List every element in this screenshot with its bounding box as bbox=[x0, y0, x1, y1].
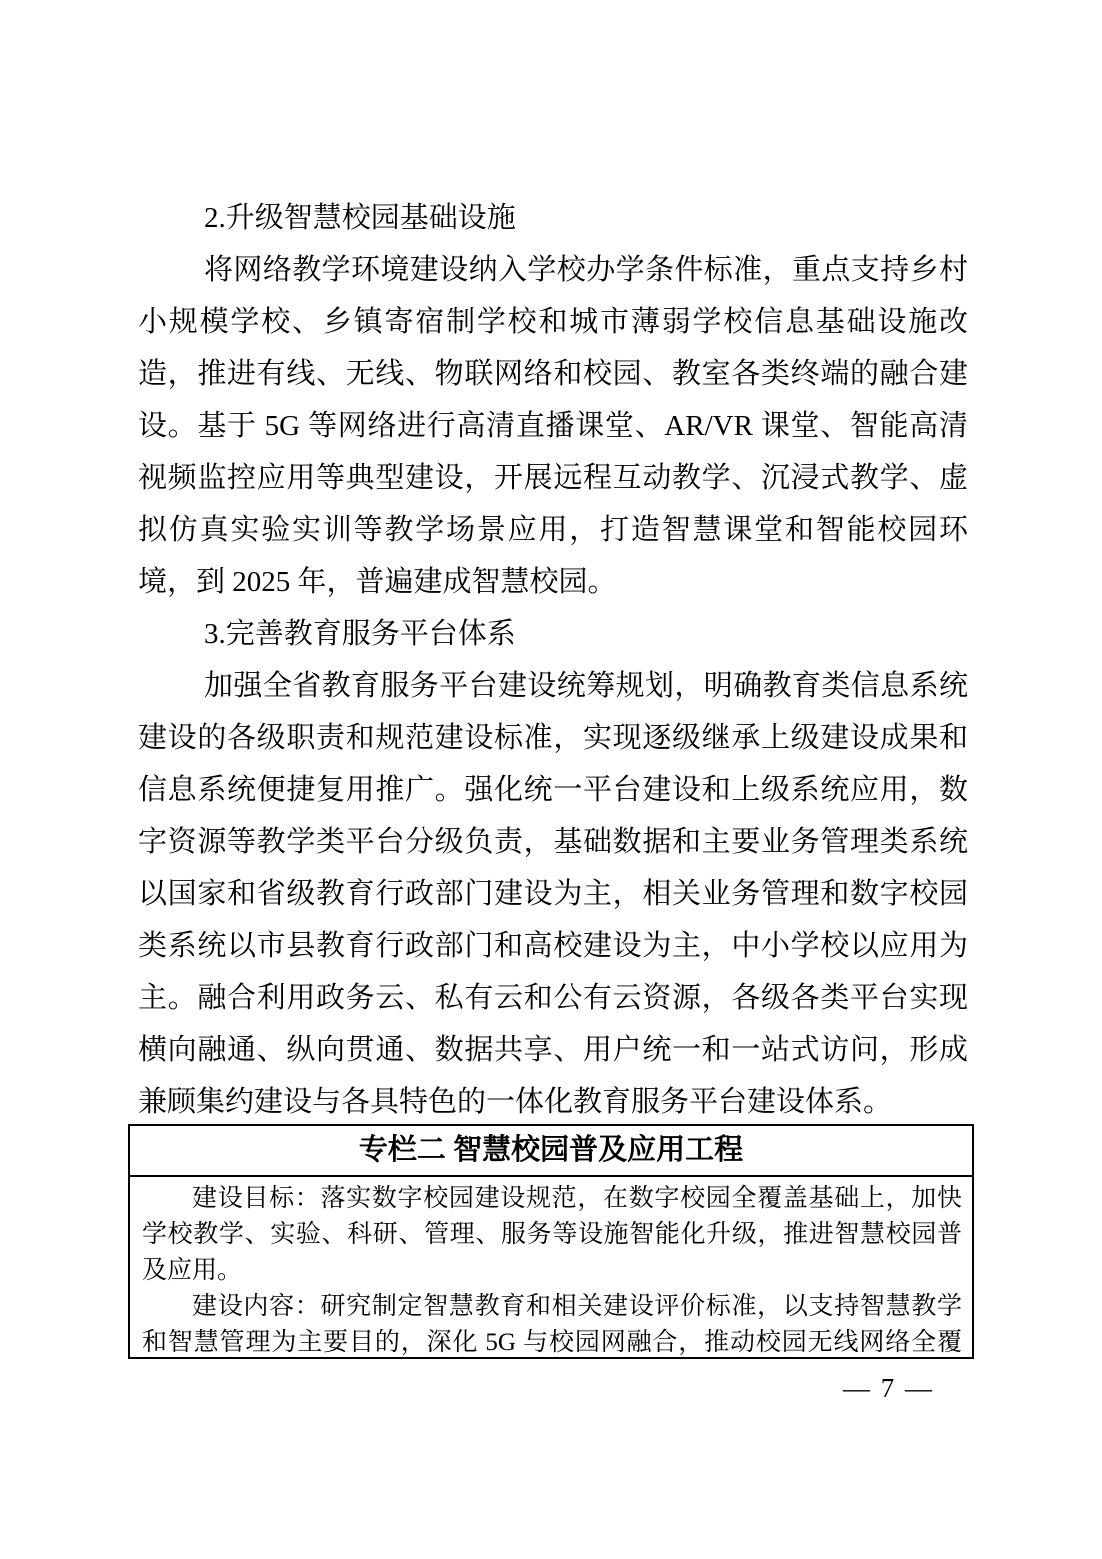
text-line: 主。融合利用政务云、私有云和公有云资源，各级各类平台实现 bbox=[138, 982, 968, 1014]
text-line: 及应用。 bbox=[142, 1257, 243, 1284]
text-line: 信息系统便捷复用推广。强化统一平台建设和上级系统应用，数 bbox=[138, 774, 968, 806]
text-line: 横向融通、纵向贯通、数据共享、用户统一和一站式访问，形成 bbox=[138, 1034, 968, 1066]
text-line: 和智慧管理为主要目的，深化 5G 与校园网融合，推动校园无线网络全覆 bbox=[142, 1329, 962, 1356]
text-line: 以国家和省级教育行政部门建设为主，相关业务管理和数字校园 bbox=[138, 878, 968, 910]
column-box-body bbox=[130, 1177, 972, 1361]
text-line: 字资源等教学类平台分级负责，基础数据和主要业务管理类系统 bbox=[138, 826, 968, 858]
section-heading: 3.完善教育服务平台体系 bbox=[204, 618, 516, 650]
text-line: 小规模学校、乡镇寄宿制学校和城市薄弱学校信息基础设施改 bbox=[138, 306, 968, 338]
text-line: 拟仿真实验实训等教学场景应用，打造智慧课堂和智能校园环 bbox=[138, 514, 968, 546]
text-line: 建设内容：研究制定智慧教育和相关建设评价标准，以支持智慧教学 bbox=[192, 1293, 962, 1320]
text-line: 建设的各级职责和规范建设标准，实现逐级继承上级建设成果和 bbox=[138, 722, 968, 754]
text-line: 兼顾集约建设与各具特色的一体化教育服务平台建设体系。 bbox=[138, 1086, 893, 1118]
text-line: 视频监控应用等典型建设，开展远程互动教学、沉浸式教学、虚 bbox=[138, 462, 968, 494]
column-box-title: 专栏二 智慧校园普及应用工程 bbox=[130, 1126, 972, 1177]
column-two-box bbox=[128, 1124, 974, 1359]
page-number: — 7 — bbox=[843, 1373, 934, 1403]
text-line: 设。基于 5G 等网络进行高清直播课堂、AR/VR 课堂、智能高清 bbox=[138, 410, 968, 442]
text-line: 造，推进有线、无线、物联网络和校园、教室各类终端的融合建 bbox=[138, 358, 968, 390]
text-line: 将网络教学环境建设纳入学校办学条件标准，重点支持乡村 bbox=[204, 254, 968, 286]
text-line: 类系统以市县教育行政部门和高校建设为主，中小学校以应用为 bbox=[138, 930, 968, 962]
text-line: 学校教学、实验、科研、管理、服务等设施智能化升级，推进智慧校园普 bbox=[142, 1221, 962, 1248]
text-line: 加强全省教育服务平台建设统筹规划，明确教育类信息系统 bbox=[204, 670, 968, 702]
text-line: 境，到 2025 年，普遍建成智慧校园。 bbox=[138, 566, 617, 598]
section-heading: 2.升级智慧校园基础设施 bbox=[204, 202, 516, 234]
text-line: 建设目标：落实数字校园建设规范，在数字校园全覆盖基础上，加快 bbox=[192, 1185, 962, 1212]
document-body bbox=[138, 192, 968, 1128]
